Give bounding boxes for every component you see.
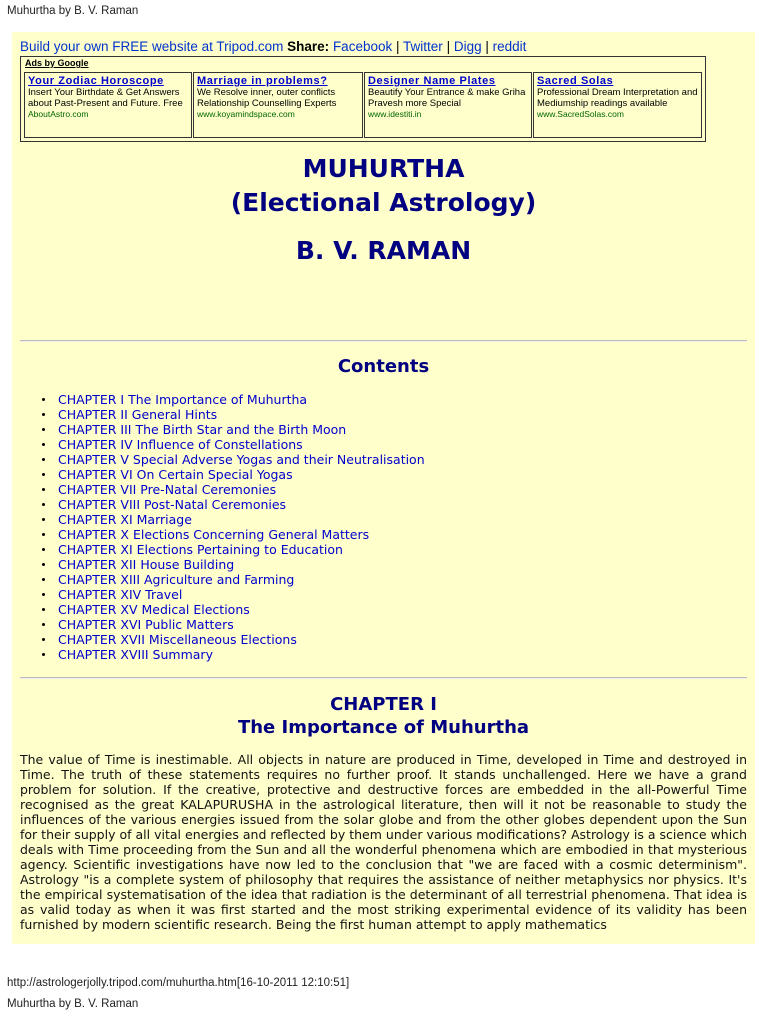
contents-list — [38, 392, 425, 662]
ad-url[interactable]: www.koyamindspace.com — [197, 109, 295, 119]
toc-link[interactable]: CHAPTER XI Elections Pertaining to Education — [38, 542, 425, 557]
toc-link[interactable]: CHAPTER XII House Building — [38, 557, 425, 572]
ad-url[interactable]: www.idestiti.in — [368, 109, 422, 119]
separator: | — [396, 39, 400, 54]
toc-link[interactable]: CHAPTER XVIII Summary — [38, 647, 425, 662]
toc-link[interactable]: CHAPTER XVI Public Matters — [38, 617, 425, 632]
toc-link[interactable]: CHAPTER VI On Certain Special Yogas — [38, 467, 425, 482]
book-subtitle: (Electional Astrology) — [230, 188, 537, 217]
tripod-share-bar — [20, 39, 526, 54]
share-label: Share: — [287, 39, 330, 54]
ad-body: Insert Your Birthdate & Get Answers about Past-Present and Future. Free — [28, 87, 183, 109]
ad-title[interactable]: Your Zodiac Horoscope — [28, 75, 164, 87]
toc-link[interactable]: CHAPTER II General Hints — [38, 407, 425, 422]
toc-link[interactable]: CHAPTER VII Pre-Natal Ceremonies — [38, 482, 425, 497]
ad-url[interactable]: www.SacredSolas.com — [537, 109, 624, 119]
ad-body: We Resolve inner, outer conflicts Relationship Counselling Experts — [197, 87, 337, 109]
contents-heading: Contents — [337, 356, 430, 377]
ad-title[interactable]: Sacred Solas — [537, 75, 614, 87]
separator: | — [485, 39, 489, 54]
toc-link[interactable]: CHAPTER XIII Agriculture and Farming — [38, 572, 425, 587]
toc-link[interactable]: CHAPTER VIII Post-Natal Ceremonies — [38, 497, 425, 512]
toc-link[interactable]: CHAPTER XIV Travel — [38, 587, 425, 602]
google-ads-box — [20, 56, 706, 142]
toc-link[interactable]: CHAPTER XVII Miscellaneous Elections — [38, 632, 425, 647]
toc-link[interactable]: CHAPTER X Elections Concerning General Matters — [38, 527, 425, 542]
chapter-heading — [12, 693, 755, 739]
print-footer-title: Muhurtha by B. V. Raman — [7, 998, 139, 1010]
build-website-link[interactable]: Build your own FREE website at Tripod.com — [20, 39, 284, 54]
separator: | — [446, 39, 451, 54]
toc-link[interactable]: CHAPTER I The Importance of Muhurtha — [38, 392, 425, 407]
chapter-number: CHAPTER I — [330, 694, 437, 715]
digg-link[interactable]: Digg — [453, 39, 482, 54]
facebook-link[interactable]: Facebook — [332, 39, 393, 54]
ad-title[interactable]: Designer Name Plates — [368, 75, 496, 87]
ad-zodiac-horoscope[interactable] — [24, 72, 192, 138]
toc-link[interactable]: CHAPTER IV Influence of Constellations — [38, 437, 425, 452]
print-header-title: Muhurtha by B. V. Raman — [7, 5, 139, 17]
ad-body: Beautify Your Entrance & make Griha Pravesh more Special — [368, 87, 526, 109]
book-title-block — [12, 152, 755, 268]
ad-url[interactable]: AboutAstro.com — [28, 109, 89, 119]
print-footer-url: http://astrologerjolly.tripod.com/muhurtha.htm[16-10-2011 12:10:51] — [7, 977, 350, 989]
ad-designer-name-plates[interactable] — [364, 72, 532, 138]
toc-link[interactable]: CHAPTER III The Birth Star and the Birth Moon — [38, 422, 425, 437]
reddit-link[interactable]: reddit — [492, 39, 527, 54]
web-page — [12, 32, 755, 944]
book-title: MUHURTHA — [302, 154, 465, 183]
divider — [20, 677, 747, 679]
toc-link[interactable]: CHAPTER V Special Adverse Yogas and their Neutralisation — [38, 452, 425, 467]
chapter-paragraph: The value of Time is inestimable. All objects in nature are produced in Time, developed in Time and destroyed in Time. The truth of these statements requires no further proof. It stands unchallenged. Here we have a grand problem for solution. If the creative, protective and destructive forces are embedded in the all-Powerful Time recognised as the great KALAPURUSHA in the astrological literature, then will it not be reasonable to study the influences of the various energies issued from the solar globe and from the other globes dependent upon the Sun for their supply of all vital energies and reflected by them under various modifications? Astrology is a science which deals with Time proceeding from the Sun and all the wonderful phenomena which are embodied in that mysterious agency. Scientific investigations have now led to the conclusion that "we are faced with a cosmic determinism". Astrology "is a complete system of philosophy that requires the assistance of neither metaphysics nor physics. It's the empirical systematisation of the idea that radiation is the determinant of all terrestrial phenomena. That idea is as valid today as when it was first started and the most striking experimental evidence of its validity has been furnished by modern scientific research. Being the first human attempt to apply mathematics — [20, 752, 747, 932]
ads-by-google-link[interactable]: Ads by Google — [25, 58, 89, 68]
ad-sacred-solas[interactable] — [533, 72, 702, 138]
ad-body: Professional Dream Interpretation and Mediumship readings available — [537, 87, 698, 109]
ad-marriage-problems[interactable] — [193, 72, 363, 138]
toc-link[interactable]: CHAPTER XV Medical Elections — [38, 602, 425, 617]
book-author: B. V. RAMAN — [295, 236, 472, 265]
twitter-link[interactable]: Twitter — [403, 39, 443, 54]
toc-link[interactable]: CHAPTER XI Marriage — [38, 512, 425, 527]
divider — [20, 340, 747, 342]
ad-title[interactable]: Marriage in problems? — [197, 75, 328, 87]
chapter-title: The Importance of Muhurtha — [237, 717, 530, 738]
